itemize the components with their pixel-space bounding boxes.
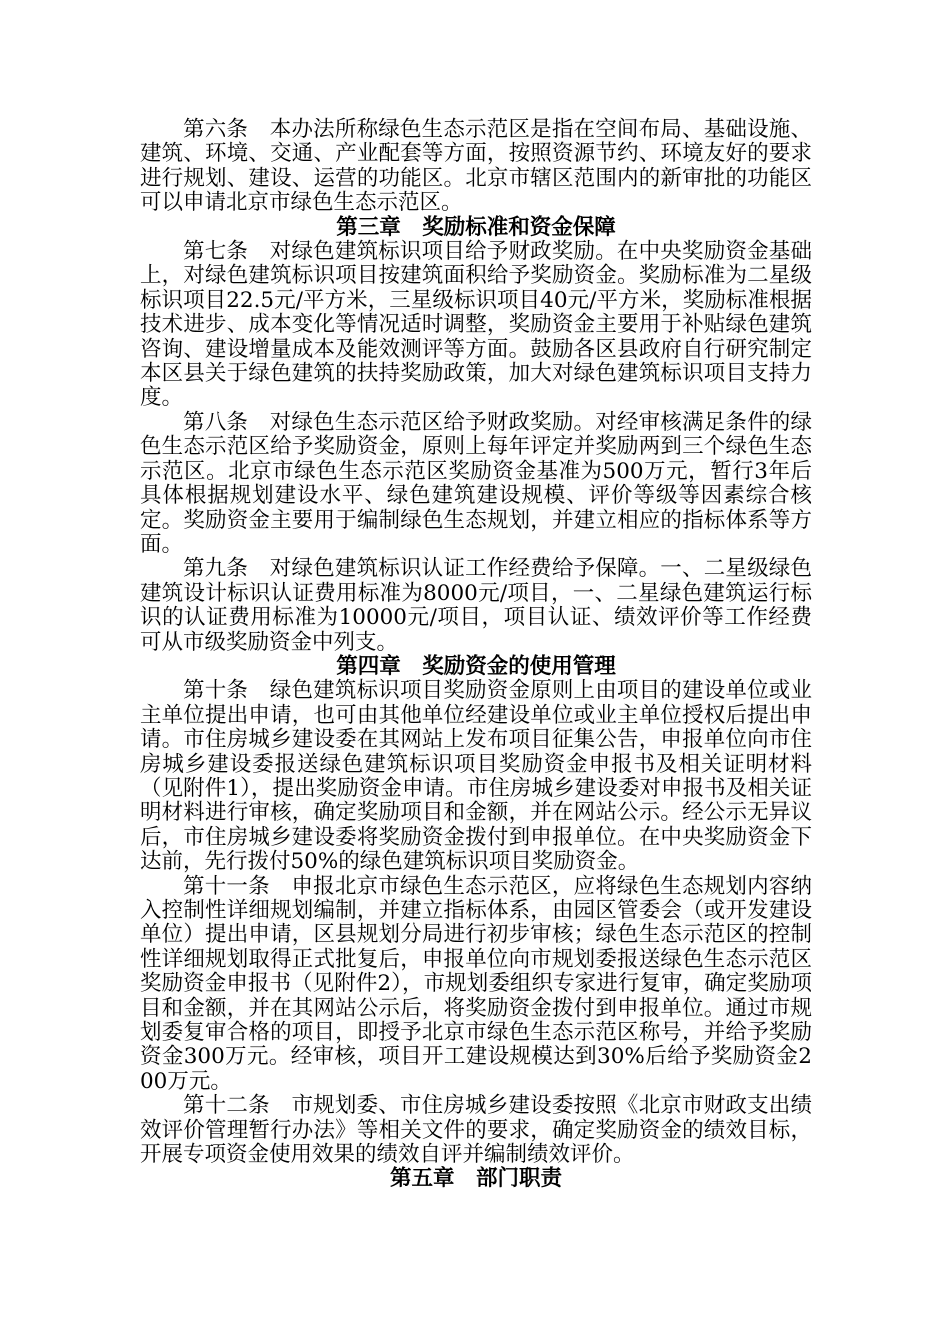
- article-12: 第十二条 市规划委、市住房城乡建设委按照《北京市财政支出绩效评价管理暂行办法》等相关文件的要求，确定奖励资金的绩效目标，开展专项资金使用效果的绩效自评并编制绩效评价。: [140, 1093, 812, 1168]
- article-9: 第九条 对绿色建筑标识认证工作经费给予保障。一、二星级绿色建筑设计标识认证费用标准为8000元/项目，一、二星绿色建筑运行标识的认证费用标准为10000元/项目，项目认证、绩效评价等工作经费可从市级奖励资金中列支。: [140, 556, 812, 655]
- article-7: 第七条 对绿色建筑标识项目给予财政奖励。在中央奖励资金基础上，对绿色建筑标识项目按建筑面积给予奖励资金。奖励标准为二星级标识项目22.5元/平方米，三星级标识项目40元/平方米，奖励标准根据技术进步、成本变化等情况适时调整，奖励资金主要用于补贴绿色建筑咨询、建设增量成本及能效测评等方面。鼓励各区县政府自行研究制定本区县关于绿色建筑的扶持奖励政策，加大对绿色建筑标识项目支持力度。: [140, 239, 812, 411]
- chapter-3-heading: 第三章 奖励标准和资金保障: [336, 214, 616, 240]
- article-11: 第十一条 申报北京市绿色生态示范区，应将绿色生态规划内容纳入控制性详细规划编制，并建立指标体系，由园区管委会（或开发建设单位）提出申请，区县规划分局进行初步审核；绿色生态示范区的控制性详细规划取得正式批复后，申报单位向市规划委报送绿色生态示范区奖励资金申报书（见附件2），市规划委组织专家进行复审，确定奖励项目和金额，并在其网站公示后，将奖励资金拨付到申报单位。通过市规划委复审合格的项目，即授予北京市绿色生态示范区称号，并给予奖励资金300万元。经审核，项目开工建设规模达到30%后给予奖励资金200万元。: [140, 873, 812, 1094]
- chapter-5-heading: 第五章 部门职责: [389, 1166, 562, 1192]
- article-8: 第八条 对绿色生态示范区给予财政奖励。对经审核满足条件的绿色生态示范区给予奖励资金，原则上每年评定并奖励两到三个绿色生态示范区。北京市绿色生态示范区奖励资金基准为500万元，暂行3年后具体根据规划建设水平、绿色建筑建设规模、评价等级等因素综合核定。奖励资金主要用于编制绿色生态规划，并建立相应的指标体系等方面。: [140, 409, 812, 557]
- article-6: 第六条 本办法所称绿色生态示范区是指在空间布局、基础设施、建筑、环境、交通、产业配套等方面，按照资源节约、环境友好的要求进行规划、建设、运营的功能区。北京市辖区范围内的新审批的功能区可以申请北京市绿色生态示范区。: [140, 117, 812, 216]
- document-body: [140, 118, 812, 1192]
- article-10: 第十条 绿色建筑标识项目奖励资金原则上由项目的建设单位或业主单位提出申请，也可由其他单位经建设单位或业主单位授权后提出申请。市住房城乡建设委在其网站上发布项目征集公告，申报单位向市住房城乡建设委报送绿色建筑标识项目奖励资金申报书及相关证明材料（见附件1），提出奖励资金申请。市住房城乡建设委对申报书及相关证明材料进行审核，确定奖励项目和金额，并在网站公示。经公示无异议后，市住房城乡建设委将奖励资金拨付到申报单位。在中央奖励资金下达前，先行拨付50%的绿色建筑标识项目奖励资金。: [140, 678, 812, 875]
- chapter-4-heading: 第四章 奖励资金的使用管理: [336, 653, 616, 679]
